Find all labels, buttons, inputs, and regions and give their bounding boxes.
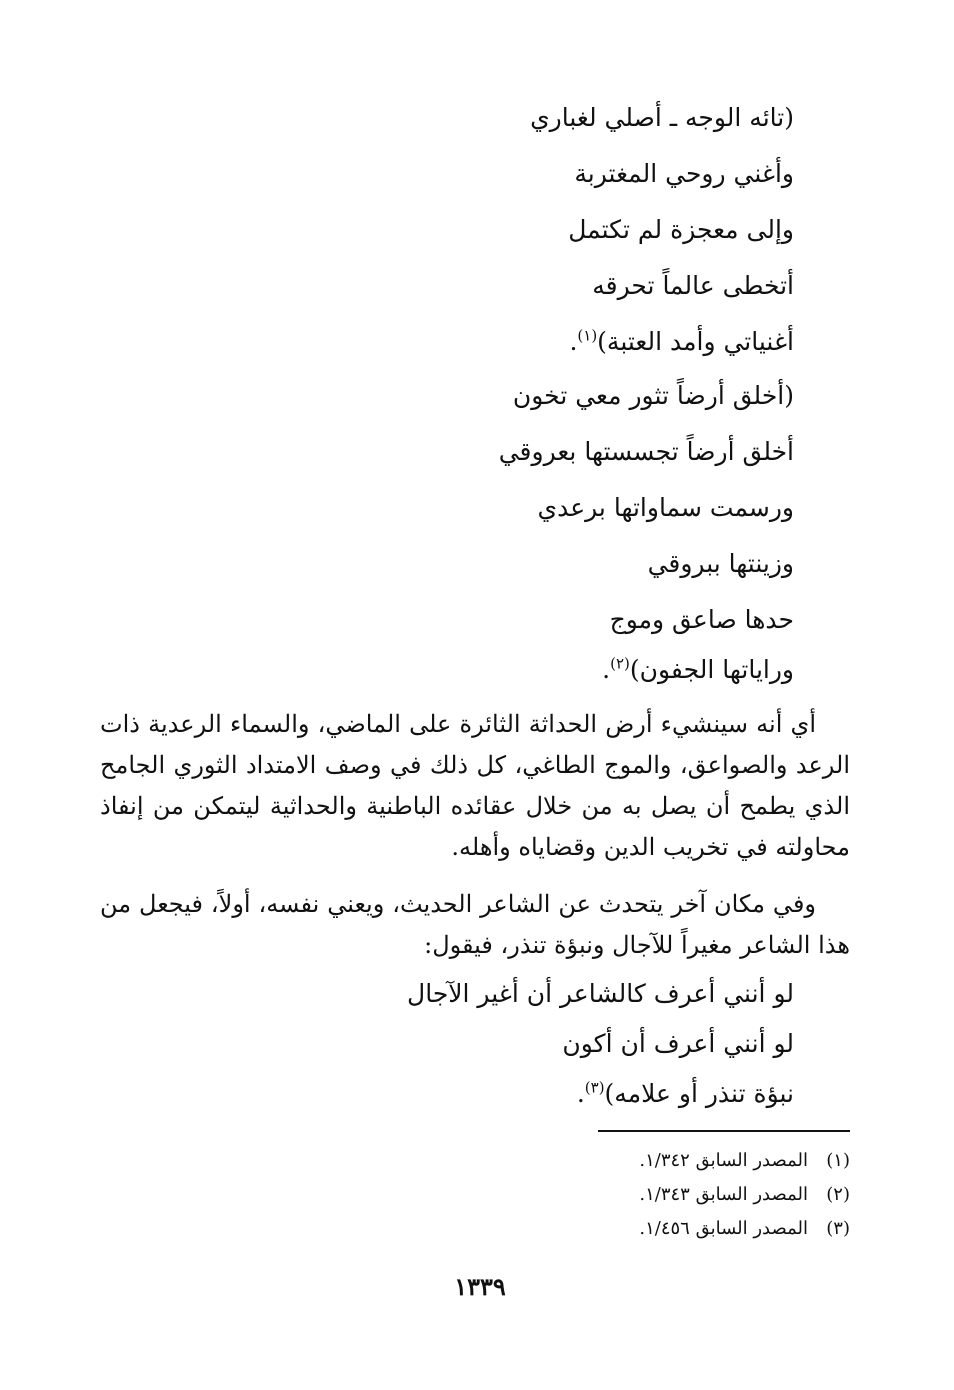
footnote-text: المصدر السابق ١/٣٤٢.: [639, 1150, 808, 1171]
footnote-ref: (٢): [610, 654, 630, 673]
page-number: ١٣٣٩: [454, 1272, 506, 1301]
footnote: [639, 1216, 850, 1242]
verse-line: (أخلق أرضاً تثور معي تخون: [512, 381, 794, 410]
footnote-ref: (٣): [584, 1078, 605, 1097]
footnote-number: (٢): [826, 1184, 850, 1205]
verse-line: ورسمت سماواتها برعدي: [537, 493, 794, 522]
footnote-text: المصدر السابق ١/٣٤٣.: [639, 1184, 808, 1205]
verse-line: (تائه الوجه ـ أصلي لغباري: [530, 103, 794, 132]
verse-text: نبؤة تنذر أو علامه): [604, 1079, 794, 1108]
footnote-number: (٣): [826, 1218, 850, 1239]
verse-line: أتخطى عالماً تحرقه: [592, 271, 794, 300]
footnote-text: المصدر السابق ١/٤٥٦.: [639, 1218, 808, 1239]
verse-line: حدها صاعق وموج: [609, 605, 794, 634]
footnote-separator: [598, 1130, 850, 1132]
footnote: [639, 1182, 850, 1208]
verse-line: لو أنني أعرف كالشاعر أن أغير الآجال: [407, 979, 794, 1008]
footnote-ref: (١): [577, 326, 598, 345]
paragraph-text: وفي مكان آخر يتحدث عن الشاعر الحديث، ويعني نفسه، أولاً، فيجعل من هذا الشاعر مغيراً للآجال ونبؤة تنذر، فيقول:: [100, 890, 850, 959]
verse-line: أخلق أرضاً تجسستها بعروقي: [498, 437, 794, 466]
verse-line: لو أنني أعرف أن أكون: [562, 1029, 794, 1058]
verse-line: أغنياتي وأمد العتبة)$^{(١)}$.: [569, 326, 794, 356]
verse-line: وإلى معجزة لم تكتمل: [568, 215, 794, 244]
verse-text: وراياتها الجفون): [629, 655, 794, 684]
verse-line: نبؤة تنذر أو علامه)$^{(٣)}$.: [576, 1078, 794, 1108]
paragraph-text: أي أنه سينشيء أرض الحداثة الثائرة على الماضي، والسماء الرعدية ذات الرعد والصواعق، والموج الطاغي، كل ذلك في وصف الامتداد الثوري الجامح الذي يطمح أن يصل به من خلال عقائده الباطنية والحداثية ليتمكن من إنفاذ محاولته في تخريب الدين وقضاياه وأهله.: [100, 710, 850, 861]
verse-line: وأغني روحي المغتربة: [574, 159, 794, 188]
paragraph: [100, 884, 850, 966]
footnote-number: (١): [826, 1150, 850, 1171]
footnote: [639, 1148, 850, 1174]
verse-line: وزينتها ببروقي: [647, 549, 794, 578]
verse-text: أغنياتي وأمد العتبة): [597, 327, 794, 356]
verse-line: وراياتها الجفون)$^{(٢)}$.: [602, 654, 794, 684]
paragraph: [100, 704, 850, 868]
